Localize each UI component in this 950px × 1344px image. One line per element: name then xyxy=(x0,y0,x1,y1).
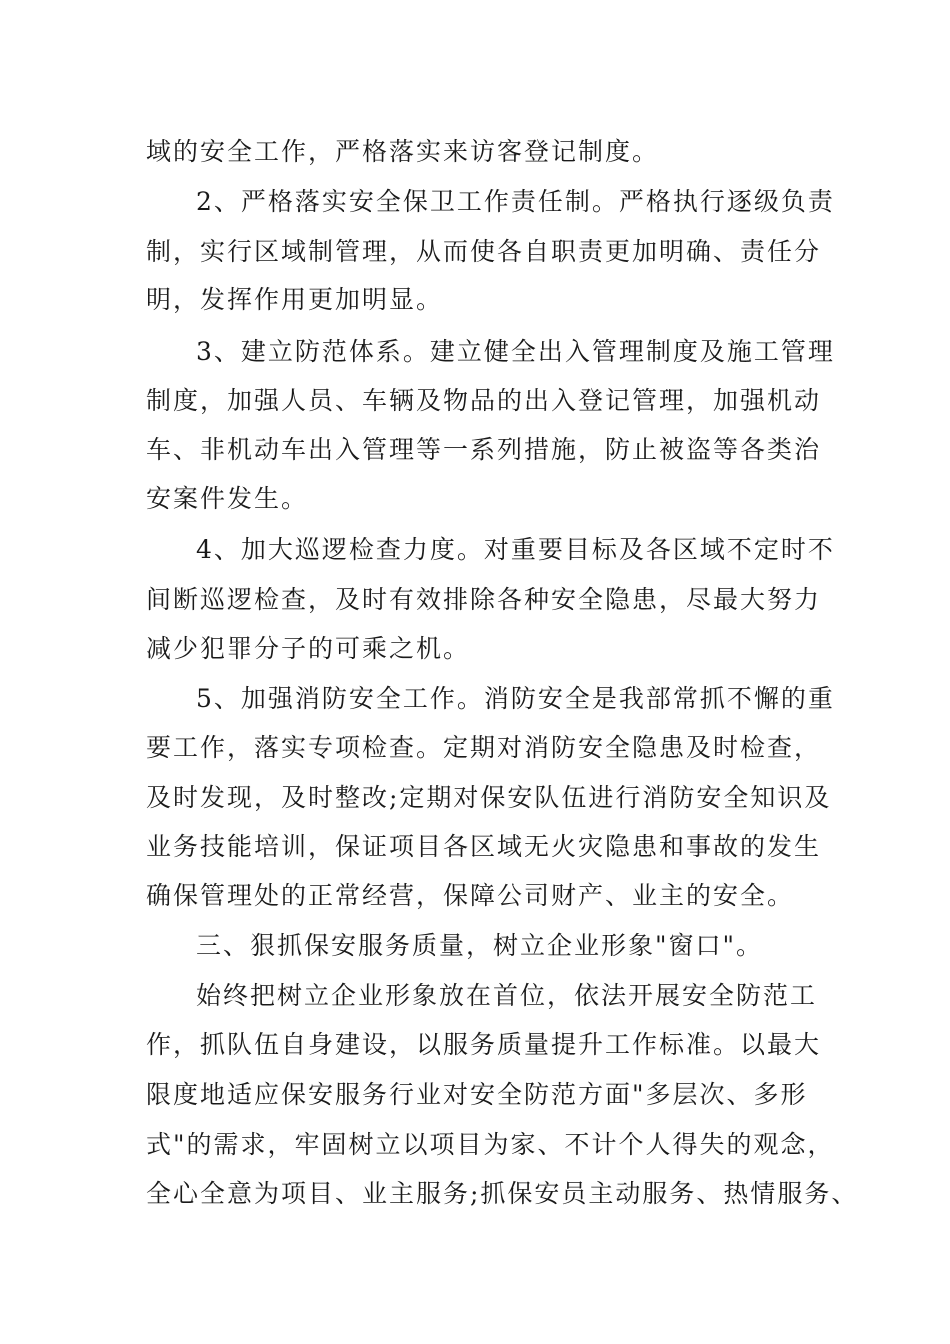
text-line: 要工作，落实专项检查。定期对消防安全隐患及时检查， xyxy=(146,733,822,762)
section-heading: 三、狠抓保安服务质量，树立企业形象"窗口"。 xyxy=(196,931,763,960)
paragraph-start: 始终把树立企业形象放在首位，依法开展安全防范工 xyxy=(196,981,818,1010)
text-line: 明，发挥作用更加明显。 xyxy=(146,285,444,314)
text-line: 及时发现，及时整改;定期对保安队伍进行消防安全知识及 xyxy=(146,783,832,812)
paragraph-4-start: 4、加大巡逻检查力度。对重要目标及各区域不定时不 xyxy=(196,535,835,564)
text-line: 制度，加强人员、车辆及物品的出入登记管理，加强机动 xyxy=(146,386,822,415)
text-line: 业务技能培训，保证项目各区域无火灾隐患和事故的发生 xyxy=(146,832,822,861)
paragraph-5-start: 5、加强消防安全工作。消防安全是我部常抓不懈的重 xyxy=(196,684,835,713)
paragraph-3-start: 3、建立防范体系。建立健全出入管理制度及施工管理 xyxy=(196,337,835,366)
text-line: 减少犯罪分子的可乘之机。 xyxy=(146,634,471,663)
text-line: 制，实行区域制管理，从而使各自职责更加明确、责任分 xyxy=(146,237,822,266)
text-line: 全心全意为项目、业主服务;抓保安员主动服务、热情服务、 xyxy=(146,1179,859,1208)
text-line: 车、非机动车出入管理等一系列措施，防止被盗等各类治 xyxy=(146,435,822,464)
text-line: 确保管理处的正常经营，保障公司财产、业主的安全。 xyxy=(146,881,795,910)
text-line: 域的安全工作，严格落实来访客登记制度。 xyxy=(146,137,660,166)
text-line: 限度地适应保安服务行业对安全防范方面"多层次、多形 xyxy=(146,1080,808,1109)
text-line: 式"的需求，牢固树立以项目为家、不计个人得失的观念， xyxy=(146,1130,835,1159)
text-line: 作，抓队伍自身建设，以服务质量提升工作标准。以最大 xyxy=(146,1030,822,1059)
paragraph-2-start: 2、严格落实安全保卫工作责任制。严格执行逐级负责 xyxy=(196,187,835,216)
text-line: 安案件发生。 xyxy=(146,484,309,513)
text-line: 间断巡逻检查，及时有效排除各种安全隐患，尽最大努力 xyxy=(146,585,822,614)
